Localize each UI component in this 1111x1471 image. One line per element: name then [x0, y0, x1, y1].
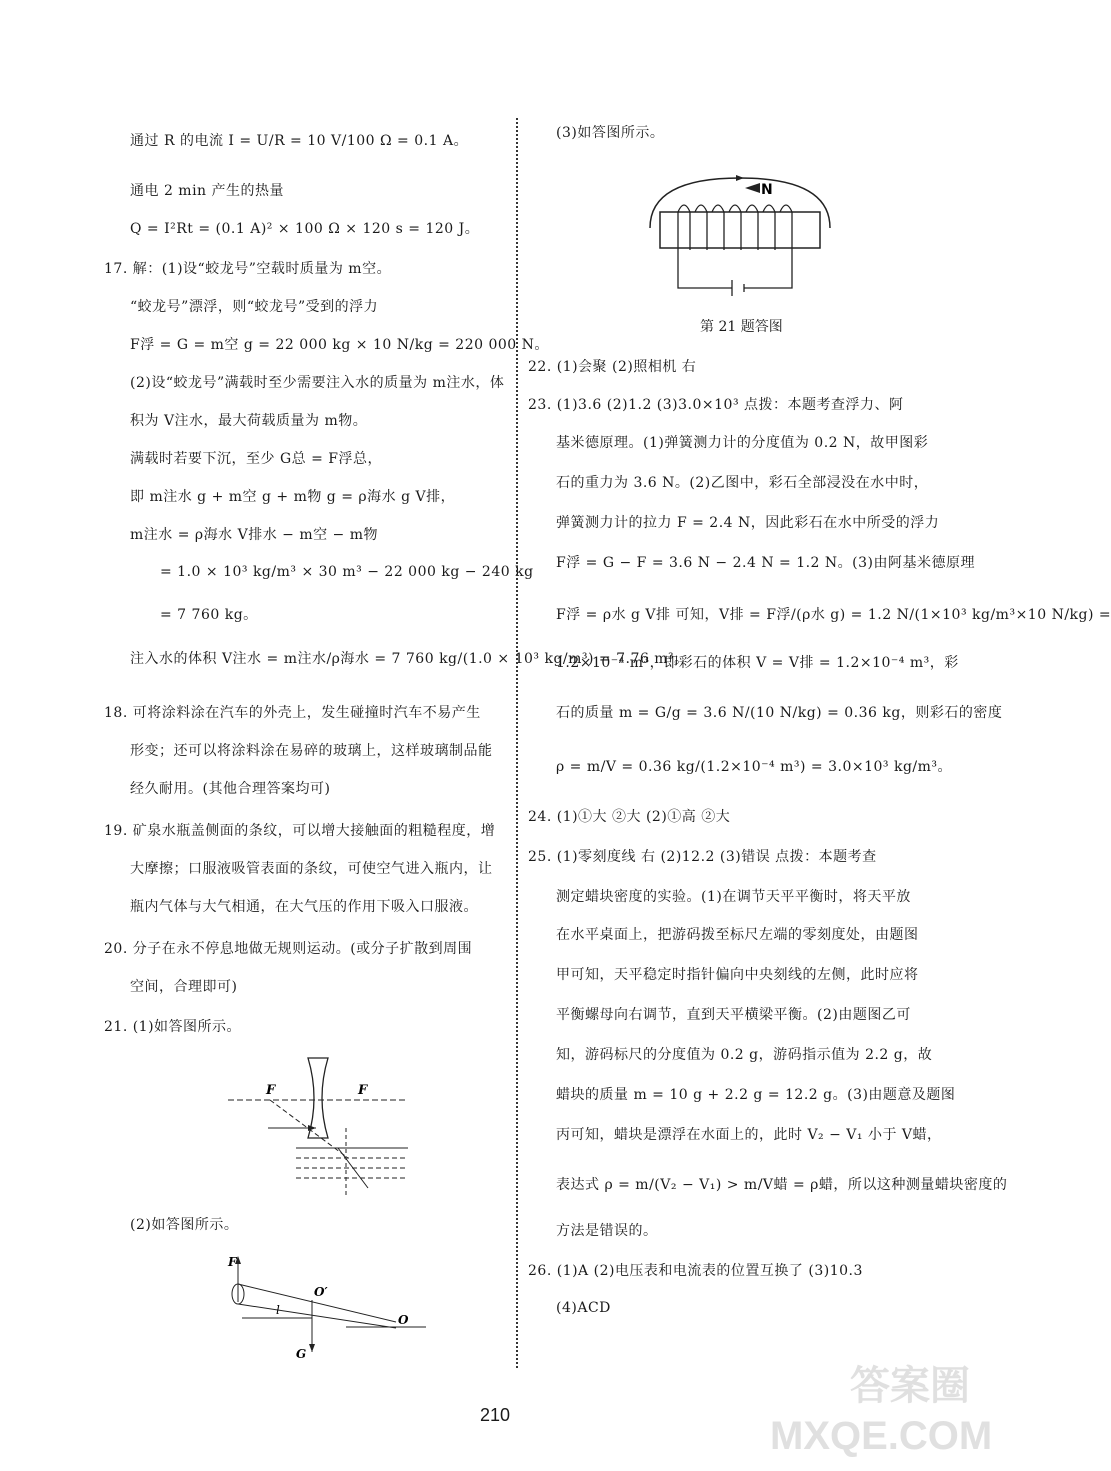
text-line: 蜡块的质量 m = 10 g + 2.2 g = 12.2 g。(3)由题意及题图 — [556, 1087, 956, 1103]
text-line: 瓶内气体与大气相通，在大气压的作用下吸入口服液。 — [130, 899, 478, 915]
text-line: “蛟龙号”漂浮，则“蛟龙号”受到的浮力 — [130, 299, 379, 315]
text-line: 形变；还可以将涂料涂在易碎的玻璃上，这样玻璃制品能 — [130, 743, 493, 759]
text-line: 即 m注水 g + m空 g + m物 g = ρ海水 g V排， — [130, 489, 456, 505]
focus-label-left: F — [266, 1083, 276, 1098]
focus-label-right: F — [358, 1083, 368, 1098]
text-line: 注入水的体积 V注水 = m注水/ρ海水 = 7 760 kg/(1.0 × 10³ kg/m³) = 7.76 m³。 — [130, 651, 689, 667]
text-line: 20. 分子在永不停息地做无规则运动。(或分子扩散到周围 — [104, 941, 473, 957]
text-line: = 7 760 kg。 — [160, 607, 258, 623]
text-line: F浮 = G − F = 3.6 N − 2.4 N = 1.2 N。(3)由阿基米德原理 — [556, 555, 975, 571]
text-line: 22. (1)会聚 (2)照相机 右 — [528, 359, 697, 375]
text-line: 通电 2 min 产生的热量 — [130, 183, 285, 199]
text-line: 在水平桌面上，把游码拨至标尺左端的零刻度处，由题图 — [556, 927, 919, 943]
text-line: 石的质量 m = G/g = 3.6 N/(10 N/kg) = 0.36 kg，则彩石的密度 — [556, 705, 1003, 721]
text-line: 18. 可将涂料涂在汽车的外壳上，发生碰撞时汽车不易产生 — [104, 705, 481, 721]
text-line: 积为 V注水，最大荷载质量为 m物。 — [130, 413, 368, 429]
figure-21-caption: 第 21 题答图 — [700, 319, 783, 335]
lever-figure — [226, 1252, 426, 1362]
text-line: 24. (1)①大 ②大 (2)①高 ②大 — [528, 809, 731, 825]
text-line: 23. (1)3.6 (2)1.2 (3)3.0×10³ 点拨：本题考查浮力、阿 — [528, 397, 904, 413]
text-line: 26. (1)A (2)电压表和电流表的位置互换了 (3)10.3 — [528, 1263, 863, 1279]
force-label: F — [228, 1255, 237, 1269]
text-line: 甲可知，天平稳定时指针偏向中央刻线的左侧，此时应将 — [556, 967, 919, 983]
text-line: 1.2×10⁻⁴ m³，即彩石的体积 V = V排 = 1.2×10⁻⁴ m³，彩 — [556, 655, 959, 671]
text-line: 平衡螺母向右调节，直到天平横梁平衡。(2)由题图乙可 — [556, 1007, 911, 1023]
text-line: 满载时若要下沉，至少 G总 = F浮总， — [130, 451, 382, 467]
text-line: 丙可知，蜡块是漂浮在水面上的，此时 V₂ − V₁ 小于 V蜡， — [556, 1127, 942, 1143]
text-line: 25. (1)零刻度线 右 (2)12.2 (3)错误 点拨：本题考查 — [528, 849, 877, 865]
text-line: Q = I²Rt = (0.1 A)² × 100 Ω × 120 s = 120 J。 — [130, 221, 480, 237]
solenoid-figure — [640, 168, 840, 308]
text-line: 17. 解：(1)设“蛟龙号”空载时质量为 m空。 — [104, 261, 392, 277]
text-line: 空间，合理即可) — [130, 979, 238, 995]
text-line: F浮 = G = m空 g = 22 000 kg × 10 N/kg = 220 000 N。 — [130, 337, 549, 353]
centroid-label: O′ — [314, 1285, 328, 1299]
text-line: 石的重力为 3.6 N。(2)乙图中，彩石全部浸没在水中时， — [556, 475, 929, 491]
pivot-label: O — [398, 1313, 409, 1327]
page-number: 210 — [480, 1405, 511, 1425]
arm-label: l — [276, 1303, 280, 1317]
text-line: 方法是错误的。 — [556, 1223, 658, 1239]
north-pole-label: N — [761, 182, 773, 198]
text-line: 大摩擦；口服液吸管表面的条纹，可使空气进入瓶内，让 — [130, 861, 493, 877]
text-line: (4)ACD — [556, 1300, 611, 1316]
text-line: 19. 矿泉水瓶盖侧面的条纹，可以增大接触面的粗糙程度，增 — [104, 823, 496, 839]
text-line: 通过 R 的电流 I = U/R = 10 V/100 Ω = 0.1 A。 — [130, 133, 469, 149]
text-line: (3)如答图所示。 — [556, 125, 665, 141]
text-line: 21. (1)如答图所示。 — [104, 1019, 242, 1035]
text-line: 经久耐用。(其他合理答案均可) — [130, 781, 331, 797]
text-line: 基米德原理。(1)弹簧测力计的分度值为 0.2 N，故甲图彩 — [556, 435, 929, 451]
text-line: 弹簧测力计的拉力 F = 2.4 N，因此彩石在水中所受的浮力 — [556, 515, 940, 531]
text-line: 测定蜡块密度的实验。(1)在调节天平平衡时，将天平放 — [556, 889, 911, 905]
text-line: (2)如答图所示。 — [130, 1217, 239, 1233]
text-line: = 1.0 × 10³ kg/m³ × 30 m³ − 22 000 kg − 240 kg — [160, 564, 534, 580]
text-line: ρ = m/V = 0.36 kg/(1.2×10⁻⁴ m³) = 3.0×10³ kg/m³。 — [556, 759, 953, 775]
column-divider — [516, 118, 518, 1368]
lens-figure — [228, 1058, 408, 1198]
text-line: m注水 = ρ海水 V排水 − m空 − m物 — [130, 527, 379, 543]
watermark-logo: 答案圈 MXQE.COM — [770, 1364, 993, 1458]
gravity-label: G — [296, 1347, 307, 1361]
text-line: 表达式 ρ = m/(V₂ − V₁) > m/V蜡 = ρ蜡，所以这种测量蜡块密度的 — [556, 1177, 1008, 1193]
text-line: (2)设“蛟龙号”满载时至少需要注入水的质量为 m注水，体 — [130, 375, 505, 391]
text-line: F浮 = ρ水 g V排 可知，V排 = F浮/(ρ水 g) = 1.2 N/(1×10³ kg/m³×10 N/kg) = — [556, 607, 1111, 623]
text-line: 知，游码标尺的分度值为 0.2 g，游码指示值为 2.2 g，故 — [556, 1047, 933, 1063]
